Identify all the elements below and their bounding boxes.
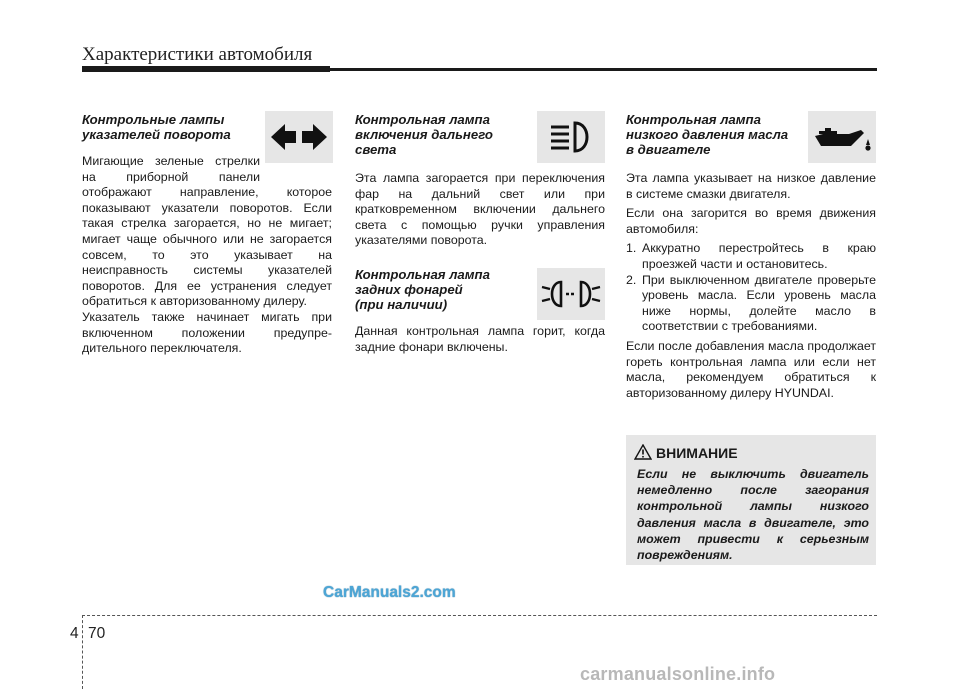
turn-signal-heading: Контрольные лампы указателей поворота — [82, 112, 231, 142]
rear-fog-text: Данная контрольная лампа горит, когда задние фонари включены. — [355, 323, 605, 354]
page-number: 70 — [88, 625, 106, 642]
page-header-title: Характеристики автомобиля — [82, 44, 313, 65]
oil-pressure-heading: Контрольная лампа низкого давления масла в двигателе — [626, 112, 789, 157]
footer-divider — [82, 615, 83, 689]
warning-triangle-icon — [634, 444, 652, 460]
watermark-carmanualsonline[interactable]: carmanualsonline.info — [580, 664, 776, 684]
caution-box — [626, 435, 876, 565]
turn-signal-body — [82, 154, 332, 357]
section-number: 4 — [70, 625, 79, 642]
oil-pressure-intro-2: Если она загорится во время движения автомобиля: — [626, 206, 876, 236]
list-item: 1. Аккуратно перестройтесь в краю проезжей части и остановитесь. — [626, 241, 876, 271]
oil-pressure-steps — [626, 241, 876, 335]
footer-rule — [82, 615, 877, 616]
header-rule — [82, 68, 877, 71]
high-beam-icon — [537, 111, 605, 163]
caution-text: Если не выключить двигатель немедленно после загорания контрольной лампы низкого давления масла в двигателе, это может привести к серьезным повреждениям. — [637, 467, 869, 563]
oil-pressure-body — [626, 171, 876, 401]
caution-title: ВНИМАНИЕ — [656, 445, 738, 461]
high-beam-text: Эта лампа загорается при переключения фар на дальний свет или при кратковременном включении дальнего света с помощью ручки управления указателями поворота. — [355, 171, 605, 248]
rear-fog-light-icon — [537, 268, 605, 320]
list-item: 2. При выключенном двигателе проверьте уровень масла. Если уровень масла ниже нормы, долейте масло в соответствии с требованиями. — [626, 272, 876, 334]
rear-fog-heading: Контрольная лампа задних фонарей (при наличии) — [355, 266, 490, 312]
turn-signal-paragraph-1: Мигающие зеленые стрелки на приборной панели отображают направление, которое показывают указатели поворотов. Если такая стрелка загорается, но не мигает; мигает чаще обычного или не загорается совсем, то это указывает на неисправность системы указателей поворотов. Для ее устранения следует обратиться к авторизованному дилеру. — [82, 154, 332, 309]
watermark-carmanuals2[interactable]: CarManuals2.com — [323, 584, 456, 601]
oil-pressure-intro-1: Эта лампа указывает на низкое давление в системе смазки двигателя. — [626, 171, 876, 201]
oil-pressure-icon — [808, 111, 876, 163]
turn-signal-icon — [265, 111, 333, 163]
turn-signal-paragraph-2: Указатель также начинает мигать при включенном положении предупре-дительного переключателя. — [82, 309, 332, 356]
high-beam-heading: Контрольная лампа включения дальнего света — [355, 112, 493, 157]
oil-pressure-outro: Если после добавления масла продолжает гореть контрольная лампа или если нет масла, рекомендуем обратиться к авторизованному дилеру HYUNDAI. — [626, 338, 876, 400]
